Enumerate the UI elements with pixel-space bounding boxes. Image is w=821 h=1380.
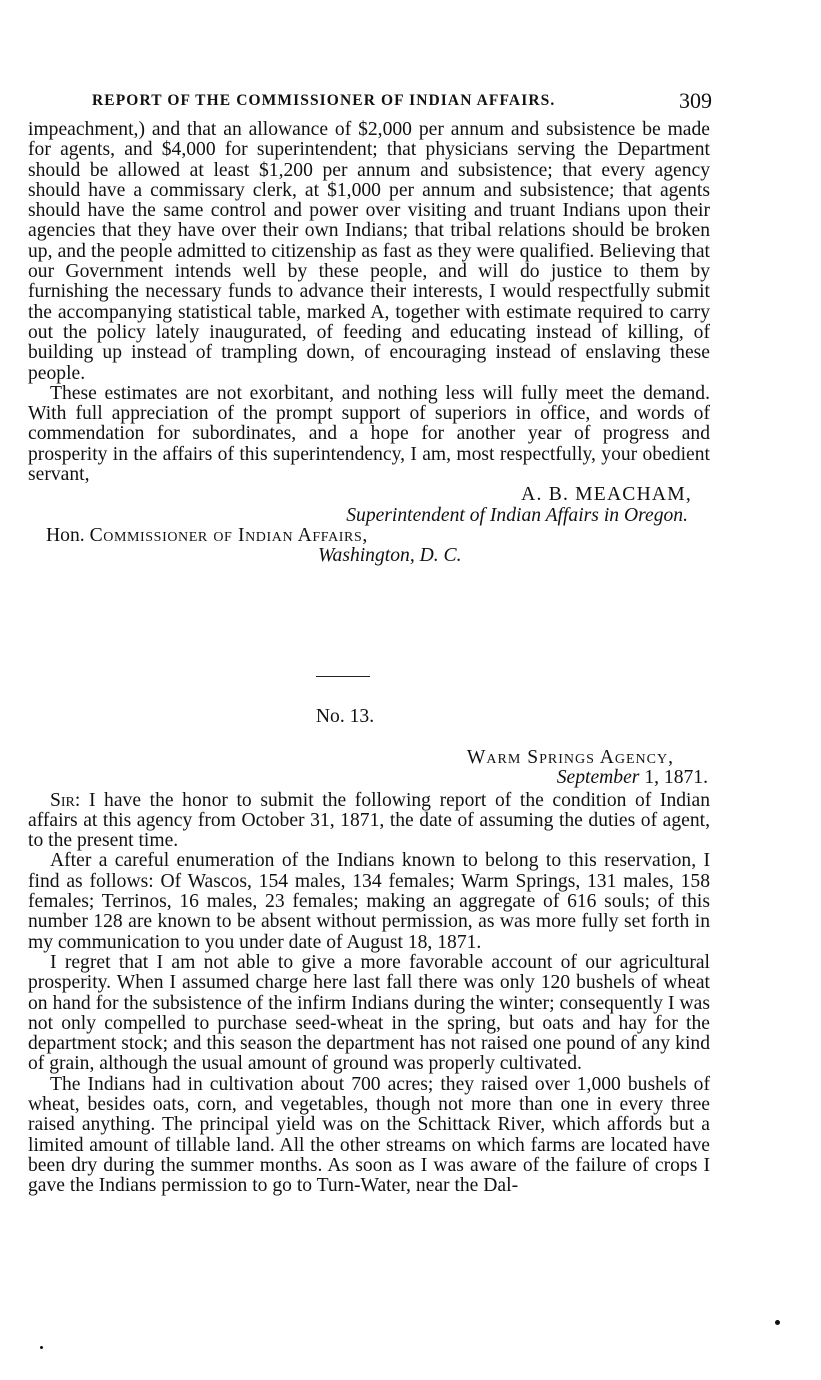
letter-two-paragraph-1	[28, 791, 710, 852]
letter-two	[28, 748, 710, 1197]
letter-date	[28, 768, 710, 788]
addressee	[46, 526, 710, 546]
letter-two-paragraph-3: I regret that I am not able to give a more favorable account of our agricultural prosperity. When I assumed charge here last fall there was only 120 bushels of wheat on hand for the subsistence of the infirm Indians during the winter; consequently I was not only compelled to purchase seed-wheat in the spring, but oats and hay for the department stock; and this season the department has not raised one pound of any kind of grain, although the usual amount of ground was properly cultivated.	[28, 951, 710, 1075]
page-number: 309	[679, 88, 712, 113]
date-rest: 1, 1871.	[639, 767, 708, 789]
letter-two-paragraph-4: The Indians had in cultivation about 700 acres; they raised over 1,000 bushels of wheat, besides oats, corn, and vegetables, though not more than one in every three raised anything. The principal yield was on the Schittack River, which affords but a limited amount of tillable land. All the other streams on which farms are located have been dry during the summer months. As soon as I was aware of the failure of crops I gave the Indians permission to go to Turn-Water, near the Dal-	[28, 1073, 710, 1197]
letter-one-paragraph-1: impeachment,) and that an allowance of $2,000 per annum and subsistence be made for agents, and $4,000 for superintendent; that physicians serving the Department should be allowed at least $1,200 per annum and subsistence; that every agency should have a commissary clerk, at $1,000 per annum and subsistence; that agents should have the same control and power over visiting and truant Indians upon their agencies that they have over their own Indians; that tribal relations should be broken up, and the people admitted to citizenship as fast as they were qualified. Believing that our Government intends well by these people, and will do justice to them by furnishing the necessary funds to advance their interests, I would respectfully submit the accompanying statistical table, marked A, together with estimate required to carry out the policy lately inaugurated, of feeding and educating instead of killing, of building up instead of trampling down, of encouraging instead of enslaving these people.	[28, 119, 710, 384]
letter-two-paragraph-1-text: I have the honor to submit the following report of the condition of Indian affairs at this agency from October 31, 1871, the date of assuming the duties of agent, to the present time.	[28, 789, 710, 852]
addressee-place: Washington, D. C.	[318, 545, 462, 567]
date-month: September	[556, 767, 640, 789]
agency-name: Warm Springs Agency,	[466, 747, 674, 768]
letter-one	[28, 120, 710, 567]
signer-title: Superintendent of Indian Affairs in Oregon.	[346, 504, 688, 526]
addressee-prefix: Hon.	[46, 524, 85, 546]
running-head	[92, 88, 712, 114]
letter-two-paragraph-2: After a careful enumeration of the Indians known to belong to this reservation, I find as follows: Of Wascos, 154 males, 134 females; Warm Springs, 131 males, 158 females; Terrinos, 16 males, 23 females; making an aggregate of 616 souls; of this number 128 are known to be absent without permission, as was more fully set forth in my communication to you under date of August 18, 1871.	[28, 850, 710, 953]
stray-mark	[40, 1346, 43, 1349]
document-number: No. 13.	[315, 706, 375, 727]
letter-one-paragraph-2: These estimates are not exorbitant, and nothing less will fully meet the demand. With full appreciation of the prompt support of superiors in office, and words of commendation for subordinates, and a hope for another year of progress and prosperity in the affairs of this superintendency, I am, most respectfully, your obedient servant,	[28, 382, 710, 486]
salutation: Sir:	[50, 789, 81, 811]
signer-name: A. B. MEACHAM,	[521, 484, 692, 506]
addressee-title: Commissioner of Indian Affairs,	[89, 524, 368, 546]
stray-mark	[775, 1320, 780, 1325]
running-title: REPORT OF THE COMMISSIONER OF INDIAN AFFAIRS.	[92, 92, 556, 109]
section-divider	[316, 676, 370, 677]
